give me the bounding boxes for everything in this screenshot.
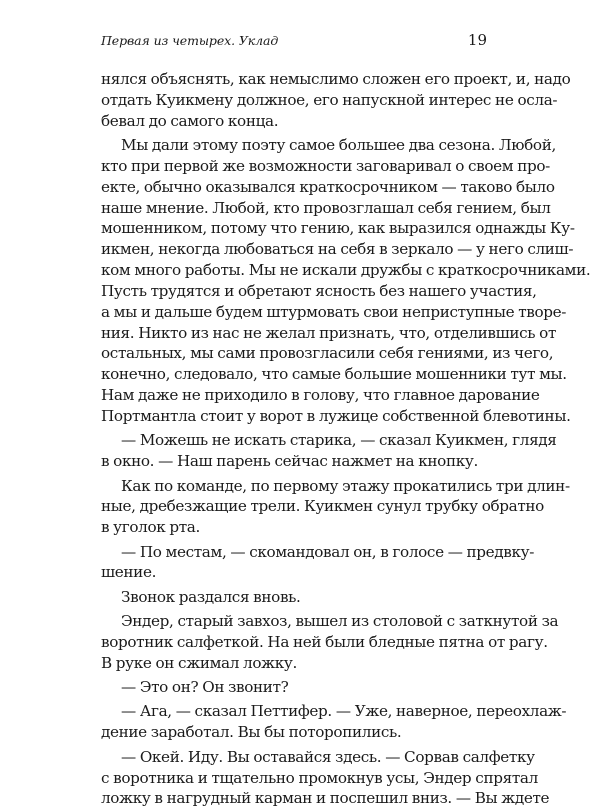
text-line: — Можешь не искать старика, — сказал Куикмен, глядя <box>121 431 557 450</box>
paragraph <box>101 430 557 472</box>
paragraph <box>101 747 550 809</box>
text-line: Пусть трудятся и обретают ясность без нашего участия, <box>101 281 537 300</box>
paragraph <box>101 542 535 584</box>
paragraph <box>101 69 571 132</box>
body-text <box>101 69 591 809</box>
text-line: Мы дали этому поэту самое большее два сезона. Любой, <box>121 136 556 155</box>
text-line: конечно, следовало, что самые большие мошенники тут мы. <box>101 365 567 384</box>
text-line: с воротника и тщательно промокнув усы, Эндер спрятал <box>101 768 538 787</box>
text-line: бевал до самого конца. <box>101 111 279 130</box>
paragraph <box>101 476 570 539</box>
text-line: — Окей. Иду. Вы оставайся здесь. — Сорвав салфетку <box>121 747 535 766</box>
text-line: кто при первой же возможности заговаривал о своем про- <box>101 156 550 175</box>
text-line: ные, дребезжащие трели. Куикмен сунул трубку обратно <box>101 497 544 516</box>
text-line: дение заработал. Вы бы поторопились. <box>101 723 402 742</box>
text-line: ком много работы. Мы не искали дружбы с краткосрочниками. <box>101 261 591 280</box>
text-line: а мы и дальше будем штурмовать свои неприступные творе- <box>101 302 567 321</box>
paragraph <box>101 677 485 698</box>
text-line: мошенником, потому что гению, как выразился однажды Ку- <box>101 219 575 238</box>
text-line: Звонок раздался вновь. <box>121 587 301 606</box>
running-title: Первая из четырех. Уклад <box>101 33 279 48</box>
text-line: шение. <box>101 563 157 582</box>
text-line: — По местам, — скомандовал он, в голосе — предвку- <box>121 542 535 561</box>
paragraph <box>101 135 591 427</box>
text-line: в уголок рта. <box>101 518 200 537</box>
text-line: наше мнение. Любой, кто провозглашал себя гением, был <box>101 198 551 217</box>
text-line: отдать Куикмену должное, его напускной интерес не осла- <box>101 90 558 109</box>
text-line: — Это он? Он звонит? <box>121 678 289 697</box>
text-line: икмен, некогда любоваться на себя в зеркало — у него слиш- <box>101 240 574 259</box>
text-line: ния. Никто из нас не желал признать, что, отделившись от <box>101 323 557 342</box>
text-line: В руке он сжимал ложку. <box>101 653 297 672</box>
text-line: в окно. — Наш парень сейчас нажмет на кнопку. <box>101 452 478 471</box>
paragraph <box>101 611 559 674</box>
page-number: 19 <box>467 31 487 49</box>
paragraph <box>101 701 567 743</box>
text-line: ложку в нагрудный карман и поспешил вниз. — Вы ждете <box>101 789 550 808</box>
text-line: остальных, мы сами провозгласили себя гениями, из чего, <box>101 344 554 363</box>
text-line: Портмантла стоит у ворот в лужице собственной блевотины. <box>101 407 571 425</box>
text-line: Нам даже не приходило в голову, что главное дарование <box>101 386 540 405</box>
text-line: Эндер, старый завхоз, вышел из столовой с заткнутой за <box>121 612 559 631</box>
text-line: воротник салфеткой. На ней были бледные пятна от рагу. <box>101 632 548 651</box>
text-line: нялся объяснять, как немыслимо сложен его проект, и, надо <box>101 70 571 88</box>
text-line: Как по команде, по первому этажу прокатились три длин- <box>121 476 570 495</box>
text-line: — Ага, — сказал Петтифер. — Уже, наверное, переохлаж- <box>121 702 567 721</box>
text-line: екте, обычно оказывался краткосрочником — таково было <box>101 177 555 196</box>
paragraph <box>101 587 485 608</box>
